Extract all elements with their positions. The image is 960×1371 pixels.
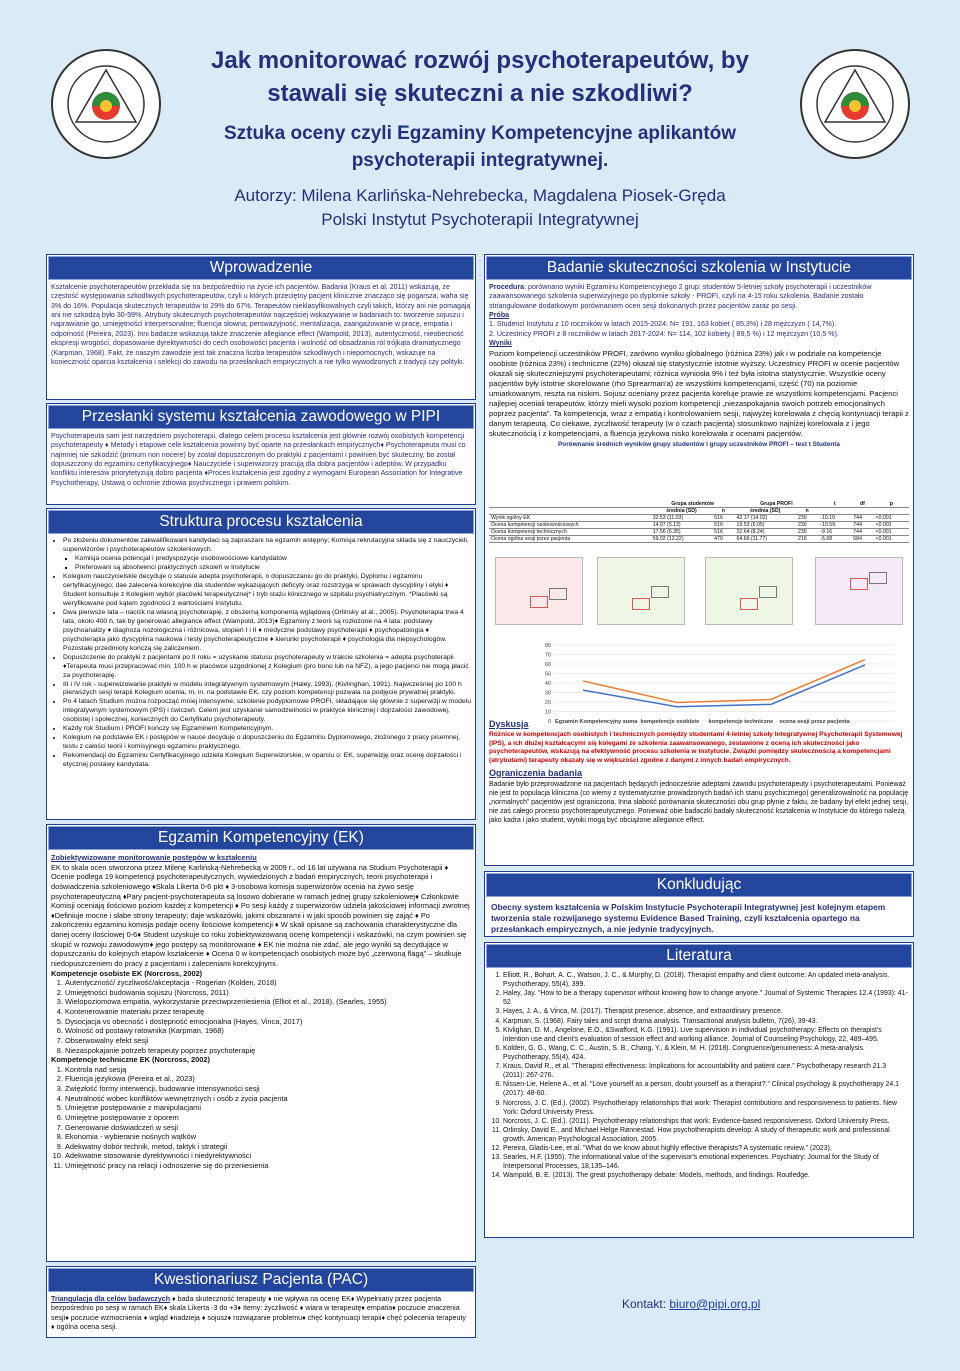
technical-competence: 6. Umiejętne postępowanie z oporem [65, 1113, 471, 1123]
pac-text: ♦ bada skuteczność terapeuty ♦ nie wpływa na ocenę EK♦ Wypełniany przez pacjenta bezpośrednio po sesji w ramach EK♦ skala Likerta -3 do +3♦ Itemy: życzliwość ♦ wiara w terapeutę♦ empatia♦ poczucie znaczenia sesji♦ poczucie wzmocnienia ♦ wgląd ♦nadzieja ♦ sojusz♦ rozwiązanie problemu♦ chęć kontynuacji terapii♦ chęć polecenia terapeuty ♦ ogólna ocena sesji. [51, 1295, 466, 1332]
literature-body [485, 969, 913, 1183]
study-body [485, 281, 913, 453]
pac-panel [46, 1266, 476, 1338]
reference: 4. Karpman, S. (1968). Fairy tales and script drama analysis. Transactional analysis bulletin, 7(26), 39-43. [503, 1017, 909, 1026]
col-p: p [874, 501, 909, 508]
reference: 14. Wampold, B. E. (2013). The great psychotherapy debate: Models, methods, and findings. Routledge. [503, 1171, 909, 1180]
col-mean-2: średnia (SD) [734, 508, 795, 515]
procedure-label: Procedura [489, 283, 525, 291]
technical-competence: 9. Adekwatny dobór technik, metod, taktyk i strategii [65, 1142, 471, 1152]
reference: 10. Norcross, J. C. (Ed.). (2011). Psychotherapy relationships that work: Evidence-based responsiveness. Oxford University Press. [503, 1117, 909, 1126]
literature-heading: Literatura [486, 944, 912, 968]
reference: 6. Kolden, G. G., Wang, C. C., Austin, S. B., Chang, Y., & Klein, M. H. (2018). Congruence/genuineness: A meta-analysis. Psychotherapy, 55(4), 424. [503, 1044, 909, 1062]
col-t: t [818, 501, 851, 508]
results-table-wrap [489, 501, 909, 543]
structure-item: • III i IV rok - superwizowanie praktyki w modelu integratywnym systemowym (Haley, 1993), (Kivlinghan, 1991). Najwcześniej po 100 h pierwszych sesji terapii Kolegium ocenia, m. in. na podstawie EK, czy poziom kompetencji pozwala na podjęcie prywatnej praktyki. [63, 681, 471, 699]
authors: Autorzy: Milena Karlińska-Nehrebecka, Magdalena Piosek-Gręda [234, 186, 726, 205]
structure-item: • Dwa pierwsze lata – nacisk na własną psychoterapię, z obszerną komponentą wglądową (Orlinsky at al., 2005). Psychoterapia trwa 4 lata, około 400 h, tak by generować allegiance effect (Wampold, 2013)♦ Egzaminy z teorii są rozłożone na 4 lata: podstawy psychoanalizy ♦ diagnoza nozologiczna i różnicowa, stopień I i II ♦ medyczne podstawy psychoterapii ♦ psychopatologia ♦ psychoterapia jako dyscyplina naukowa i testy psychoterapeutyczne ♦ kierunki psychoterapii ♦ psychologia dla niepsychologów. Pozostałe przedmioty kończą się zaliczeniem. [63, 609, 471, 654]
exam-subheading: Zobiektywizowane monitorowanie postępów w kształceniu [51, 853, 257, 862]
title-line-2: stawali się skuteczni a nie szkodliwi? [267, 80, 693, 107]
y-tick-label: 40 [544, 681, 551, 687]
exam-body [47, 851, 475, 1173]
contact-email-link[interactable]: biuro@pipi.org.pl [669, 1297, 761, 1311]
institute-logo-left [50, 48, 162, 160]
exam-text: EK to skala ocen stworzona przez Milenę Karlińską-Nehrebecką w 2009 r., od 16 lat używana na Studium Psychoterapii ♦ Ocenie podlega 19 kompetencji psychoterapeutycznych, wywiedzionych z badań empirycznych, teorii psychoterapii i doświadczenia szkoleniowego ♦Skala Likerta 0-6 pkt ♦ 3-osobowa komisja superwizorów ocenia na żywo sesję psychoterapeutyczną ♦Pary pacjent-psychoterapeuta są losowo dobierane w ramach jednej grupy szkoleniowej♦ Członkowie Komisji oceniają ilościowo poziom każdej z kompetencji ♦ Po sesji każdy z superwizorów udziela jakościowej informacji zwrotnej ♦Definiuje mocne i słabe strony terapeuty; daje wskazówki, jakimi obszarami i w jaki sposób powinien się zająć ♦ Po zakończeniu egzaminu komisja podaje oceny ilościowe kompetencji ♦ W skali opisane są zachowania charakterystyczne dla danej oceny ilościowej 0-6♦ Student uzyskuje co roku zobiektywizowaną ocenę kompetencji i wskazówki, na czym powinien się skupić w rozwoju zawodowym♦ jego postępy są monitorowane ♦ EK nie można nie zdać, ale jego wyniki są decydujące w dopuszczaniu do kolejnych etapów kształcenie ♦ Ocena 0 w kompetencjach osobistych może być „czerwoną flagą” – skutkuje niedopuszczeniem do pracy z pacjentami i zaleceniami korekcyjnymi. [51, 862, 470, 968]
table-row: Wynik ogólny EK 32.53 (11.03) 516 42.17 (14.02) 230 -10.10 744 <0.001 [489, 515, 909, 522]
premises-panel [46, 403, 476, 505]
line-chart [539, 641, 905, 729]
intro-panel [46, 254, 476, 400]
premises-heading: Przesłanki systemu kształcenia zawodowego w PIPI [48, 405, 474, 429]
conclusion-heading: Konkludując [486, 873, 912, 897]
subtitle-line-1: Sztuka oceny czyli Egzaminy Kompetencyjne aplikantów [223, 123, 737, 144]
chart-category-labels: Egzamin Kompetencyjny suma kompetencje osobiste kompetencje techniczne ocena sesji przez pacjenta [555, 719, 850, 725]
limits-label: Ograniczenia badania [489, 767, 583, 778]
discussion-text: Różnice w kompetencjach osobistych i technicznych pomiędzy studentami 4-letniej szkoły Integratywnej Psychoterapii Systemowej (IPS), a ich dłużej kształcącymi się kolegami ze szkolenia zaawansowanego, zestawione z oceną ich skuteczności jako psychoterapeutów, wskazują na efektywność procesu szkolenia w Instytucie. Związki pomiędzy skutecznością a kompetencjami (atrybutami) terapeuty okazały się w większości zgodne z danymi z innych badań empirycznych. [489, 730, 903, 764]
col-mean-1: średnia (SD) [651, 508, 712, 515]
institute-logo-right [799, 48, 911, 160]
y-tick-label: 80 [544, 643, 551, 649]
boxplot-2 [597, 557, 685, 625]
pac-heading: Kwestionariusz Pacjenta (PAC) [48, 1268, 474, 1292]
technical-competence: 3. Zwięzłość formy interwencji, budowanie intensywności sesji [65, 1084, 471, 1094]
table-row: Ocena ogólna sesji przez pacjenta 59.02 (12.22) 470 64.66 (11.77) 216 -5.68 684 <0.001 [489, 536, 909, 543]
reference: 12. Pereira, Gladis-Lee, et al. "What do we know about highly effective therapists? A systematic review." (2023). [503, 1144, 909, 1153]
exam-panel [46, 824, 476, 1262]
limits-text: Badanie było przeprowadzone na pacjentach będących jednocześnie adeptami zawodu psychoterapeuty i psychoterapeutami. Ponieważ nie jest to populacja kliniczna (co wiemy z systematycznie prowadzonych badań ich stanu psychicznego) generalizowalność na populację „normalnych” pacjentów jest ograniczona. Inna słabość porównania skuteczności obu grup płynie z faktu, że badany był efekt jednej sesji, nie zaś całego procesu psychoterapeutycznego. Ponieważ obie badaczki badały skuteczność kształcenia w Instytucie do którego należą jako kadra i jako student, wyniki mogą być obciążone allegiance effect. [489, 780, 909, 824]
reference: 3. Hayes, J. A., & Vinca, M. (2017). Therapist presence, absence, and extraordinary presence. [503, 1007, 909, 1016]
y-tick-label: 30 [544, 690, 551, 697]
technical-competence: 5. Umiejętne postępowanie z manipulacjami [65, 1103, 471, 1113]
table-row: Ocena kompetencji osobowościowych 14.97 (5.13) 516 19.53 (6.05) 230 -10.59 744 <0.001 [489, 522, 909, 529]
structure-item: • Po złożeniu dokumentów zakwalifikowani kandydaci są zapraszani na egzamin wstępny; Komisja rekrutacyjna składa się z nauczycieli, superwizorów i psychoterapeutów szkoleniowych. ▪ Komisja ocenia potencjał i predyspozycje osobowościowe kandydatów ▪ Preferowani są absolwenci praktycznych szkoleń w Instytucie [63, 537, 471, 573]
structure-item: • Każdy rok Studium i PROFI kończy się Egzaminem Kompetencyjnym. [63, 725, 471, 734]
technical-competence: 11. Umiejętność pracy na relacji i odnoszenie się do przeniesienia [65, 1161, 471, 1171]
reference: 5. Kivlighan, D. M., Angelone, E.O., &Swafford, K.G. (1991). Live supervision in individual psychotherapy: Effects on therapist's intention use and client's evaluation of session effect and working alliance. Journal of Counseling Psychology, 22, 489–495. [503, 1026, 909, 1044]
series-line-2 [583, 660, 865, 703]
institution: Polski Instytut Psychoterapii Integratywnej [321, 210, 639, 229]
reference: 11. Orlinsky, David E., and Michael Helge Rønnestad. How psychotherapists develop: A study of therapeutic work and professional growth. American Psychological Association, 2005. [503, 1126, 909, 1144]
y-tick-label: 60 [544, 662, 551, 668]
pac-body [47, 1293, 475, 1334]
personal-competence: 4. Kontenerowanie materiału przez terapeutę [65, 1007, 471, 1017]
col-df: df [851, 501, 873, 508]
discussion-label: Dyskusja [489, 719, 529, 729]
procedure-text: : porównano wyniki Egzaminu Kompetencyjnego 2 grup: studentów 5-letniej szkoły psychoterapii i uczestników zaawansowanego szkolenia superwizyjnego po dyplomie szkoły - PROFI, czyli na 4-15 roku szkolenia. Badanie zostało striangulowane dodatkowym porównaniem ocen sesji dokonanych przez pacjentów zaraz po sesji. [489, 283, 872, 310]
reference: 8. Nissen-Lie, Helene A., et al. "Love yourself as a person, doubt yourself as a therapist?." Clinical psychology & psychotherapy 24.1 (2017): 48-60. [503, 1080, 909, 1098]
structure-item: • Po 4 latach Studium można rozpocząć mniej intensywne, szkolenie podyplomowe PROFI, składające się głównie z superwizji w modelu integratywnym systemowym (IPS) i ćwiczeń. Celem jest uzyskanie samodzielności w praktyce klinicznej i dojrzałości zawodowej, osobistej i społecznej, koniecznych do Certyfikatu psychoterapeuty. [63, 698, 471, 725]
table-row: Ocena kompetencji technicznych 17.56 (6.35) 516 22.64 (8.24) 230 -9.16 744 <0.001 [489, 529, 909, 536]
group2-header: Grupa PROFI [734, 501, 818, 508]
reference: 1. Elliott, R., Bohart, A. C., Watson, J. C., & Murphy, D. (2018). Therapist empathy and client outcome: An updated meta-analysis. Psychotherapy, 55(4), 399. [503, 971, 909, 989]
reference: 9. Norcross, J. C. (Ed.). (2002). Psychotherapy relationships that work: Therapist contributions and responsiveness to patients. New York: Oxford University Press. [503, 1099, 909, 1117]
personal-competence: 2. Umiejętności budowania sojuszu (Norcross, 2011) [65, 988, 471, 998]
poster-title [150, 44, 810, 110]
y-tick-label: 10 [544, 709, 551, 716]
technical-competence: 7. Generowanie doświadczeń w sesji [65, 1123, 471, 1133]
sample-2: 2. Uczestnicy PROFI z 8 roczników w latach 2017-2024: N= 114, 102 kobiety ( 89,5 %) i 12 mężczyzn (10,5 %). [489, 329, 839, 338]
literature-panel [484, 942, 914, 1238]
y-tick-label: 0 [547, 719, 551, 725]
pac-subheading: Triangulacja dla celów badawczych [51, 1295, 171, 1303]
contact-label: Kontakt: [622, 1297, 670, 1311]
premises-text: Psychoterapeuta sam jest narzędziem psychoterapii, dlatego celem procesu kształcenia jest głównie rozwój osobistych kompetencji psychoterapeuty ♦ Metody i etapowe cele kształcenia powinny być oparte na przesłankach empirycznych♦ Psychoterapeuta musi co najmniej nie szkodzić (primum non nocere) by został dopuszczonym do praktyki z pacjentami i powinien być skuteczny, bo został dopuszczony do egzaminu certyfikacyjnego♦ Nauczyciele i superwizorzy pracują dla dobra pacjentów i adeptów. W przypadku konfliktu interesów priorytetyzują dobro pacjenta ♦Proces kształcenia jest zgodny z wymogami European Association for Integrative Psychotherapy, Ustawą o ochronie zdrowia psychicznego i prawem polskim. [51, 432, 466, 487]
sample-1: 1. Studenci Instytutu z 10 roczników w latach 2015-2024: N= 191, 163 kobiet ( 85,3%) i 28 mężczyzn ( 14,7%). [489, 320, 837, 329]
personal-heading: Kompetencje osobiste EK (Norcross, 2002) [51, 968, 203, 978]
personal-competence: 6. Wolność od postawy ratownika (Karpman, 1968) [65, 1026, 471, 1036]
boxplot-1 [495, 557, 583, 625]
reference: 2. Haley, Jay. "How to be a therapy supervisor without knowing how to change anyone." Journal of Systemic Therapies 12.4 (1993): 41-52 [503, 989, 909, 1007]
structure-item: • Kolegium na podstawie EK i postępów w nauce decyduje o dopuszczeniu do Egzaminu Dyplomowego, złożonego z pracy pisemnej, testu z całości teorii i komisyjnego egzaminu praktycznego. [63, 734, 471, 752]
results-label: Wyniki [489, 339, 512, 348]
reference: 7. Kraus, David R., et al. "Therapist effectiveness: Implications for accountability and patient care." Psychotherapy research 21.3 (2011): 267-276. [503, 1062, 909, 1080]
study-heading: Badanie skuteczności szkolenia w Instytucie [486, 256, 912, 280]
structure-item: • Rekomendacji do Egzaminu Certyfikacyjnego udziela Kolegium Superwizorskie, w oparciu o: EK, superwizję oraz ocenę dojrzałości i etycznej postawy kandydata. [63, 752, 471, 770]
y-tick-label: 70 [544, 652, 551, 659]
exam-heading: Egzamin Kompetencyjny (EK) [48, 826, 474, 850]
structure-item: • Dopuszczenie do praktyki z pacjentami po II roku = uzyskanie statusu psychoterapeuty w trakcie szkolenia = adepta psychoterapii ♦Terapeuta musi przepracować min. 100 h w placówce uzgodnionej z Kolegium (pro bono lub na NFZ), a jego pacjenci nie mogą płacić za psychoterapię. [63, 654, 471, 681]
structure-item: • Kolegium nauczycielskie decyduje o statusie adepta psychoterapii, o dopuszczaniu go do praktyki, Dyplomu i egzaminu certyfikacyjnego; dae zalecenia korekcyjne dla studentów wykazujących deficyty oraz rozstrzyga w sprawach dyscypliny i etyki ♦ Student konsultuje z Kolegiem wybór placówki terapeutycznej* i tryb stażu klinicznego w szpitalu psychiatrycznym. *Placówki są weryfikowane pod kątem zgodności z wartościami Instytutu. [63, 573, 471, 609]
title-line-1: Jak monitorować rozwój psychoterapeutów, by [211, 47, 749, 74]
structure-subitem: ▪ Komisja ocenia potencjał i predyspozycje osobowościowe kandydatów [75, 555, 471, 564]
group1-header: Grupa studentów [651, 501, 735, 508]
col-n-1: n [712, 508, 734, 515]
structure-panel [46, 508, 476, 820]
poster-authors [150, 184, 810, 232]
results-text: Poziom kompetencji uczestników PROFI, zarówno wyniku globalnego (różnica 23%) jak i w podziale na kompetencje osobiste (różnica 23%) i techniczne (22%) okazał się statystycznie istotnie wyższy. Uczestnicy PROFI w ocenie pacjentów okazali się skuteczniejszymi psychoterapeutami; różnica wyniosła 9% i też była istotna statystycznie. Wszystkie oceny pacjentów były istotnie skorelowane (rho Sprearman'a) ze wszystkimi kompetencjami, część (70) na poziomie umiarkowanym, reszta na niskim. Sojusz oceniany przez pacjenta koreluje prawie ze wszystkimi kompetencjami. Pacjenci najlepiej oceniali terapeutów, którzy mieli wysoki poziom kompetencji „niezaspokajania swoich potrzeb emocjonalnych poprzez pacjenta”. Ta kompetencja, wraz z empatią i kontrolowaniem sesji, najwyżej korelowała z chęcią kontynuacji terapii z danym terapeutą. Co ciekawe, życzliwość terapeuty (w o czach pacjenta) stosunkowo najniżej korelowała z i jego skutecznością i z kompetencjami, a fluencja językowa nisko korelowała z ocenami pacjentów. [489, 348, 909, 438]
structure-heading: Struktura procesu kształcenia [48, 510, 474, 534]
personal-competence: 3. Wielopoziomowa empatia, wykorzystanie przeciwprzeniesienia (Elliot et al., 2018), (Searles, 1955) [65, 997, 471, 1007]
subtitle-line-2: psychoterapii integratywnej. [351, 150, 609, 171]
technical-heading: Kompetencje techniczne EK (Norcross, 2002) [51, 1055, 210, 1065]
discussion-block [485, 717, 913, 827]
boxplot-4 [815, 557, 903, 625]
study-panel [484, 254, 914, 866]
structure-body [47, 535, 475, 772]
comparison-title: Porównanie średnich wyników grupy studentów i grupy uczestników PROFI – test t Studenta [558, 440, 840, 448]
personal-competence: 5. Dysocjacja vs obecność i dostępność emocjonalna (Hayes, Vinca, 2017) [65, 1017, 471, 1027]
intro-text: Kształcenie psychoterapeutów przekłada się na bezpośrednio na życie ich pacjentów. Badania (Kraus et al. 2011) wskazują, że częstość występowania szkodliwych psychoterapeutów, czyli u których przeciętny pacjent klinicznie znacząco się pogarsza, waha się 3% do 16%. Populacja skutecznych terapeutów to 29% do 67%. Terapeutów nieklasyfikowalnych czyli takich, którzy ani nie pomagają ani nie szkodzą było 30-59%. Atrybuty skutecznych psychoterapeutów najczęściej wskazywane w badaniach to: tworzenie sojuszu i naprawianie go, umiejętności interpersonalne; fluencja słowna; perswazyjność, mentalizacja, zaangażowanie w pracę, empatia i odporność (Pereira, 2023). Inni badacze wskazują także znaczenie allegiance effect (Wampold, 2013), autentyczność, nieobecność ekspresji wrogości, dopasowanie dyrektywności do cech osobowości pacjenta i wolność od obsadzania ról trójkąta dramatycznego (Karpman, 1968). Fakt, że naszym zawodzie jest tak znaczna liczba terapeutów szkodliwych i niepomocnych, wskazuje na konieczność oparcia kształcenia i selekcji do zawodu na przesłankach empirycznych a nie tylko wywodzonych z tradycji czy polityki. [51, 283, 471, 366]
technical-competence: 1. Kontrola nad sesją [65, 1065, 471, 1075]
personal-competence: 8. Niezaspokajanie potrzeb terapeuty poprzez psychoterapię [65, 1046, 471, 1056]
technical-competence: 10. Adekwatne stosowanie dyrektywności i niedyrektywności [65, 1151, 471, 1161]
technical-competence: 2. Fluencja językowa (Pereira et al., 2023) [65, 1074, 471, 1084]
boxplot-3 [705, 557, 793, 625]
reference: 13. Searles, H.F. (1955). The informational value of the supervisor's emotional experiences. Psychiatry: Journal for the Study of Interpersonal Processes, 18,135–146. [503, 1153, 909, 1171]
y-tick-label: 50 [544, 671, 551, 678]
intro-heading: Wprowadzenie [48, 256, 474, 280]
conclusion-panel [484, 871, 914, 937]
poster-subtitle [150, 120, 810, 174]
conclusion-text: Obecny system kształcenia w Polskim Instytucie Psychoterapii Integratywnej jest kolejnym etapem tworzenia stale rozwijanego systemu Evidence Based Training, czyli kształcenia opartego na przesłankach empirycznych, a nie jedynie tradycyjnych. [491, 902, 886, 935]
sample-label: Próba [489, 311, 510, 320]
technical-competence: 8. Ekonomia - wybieranie nośnych wątków [65, 1132, 471, 1142]
results-table [489, 501, 909, 543]
col-n-2: n [796, 508, 818, 515]
personal-competence: 1. Autentyczność/ życzliwość/akceptacja - Rogerian (Kolden, 2018) [65, 978, 471, 988]
personal-competence: 7. Obserwowalny efekt sesji [65, 1036, 471, 1046]
structure-subitem: ▪ Preferowani są absolwenci praktycznych szkoleń w Instytucie [75, 564, 471, 573]
contact [622, 1297, 760, 1311]
y-tick-label: 20 [544, 700, 551, 706]
technical-competence: 4. Neutralność wobec konfliktów wewnętrznych i osób z życia pacjenta [65, 1094, 471, 1104]
